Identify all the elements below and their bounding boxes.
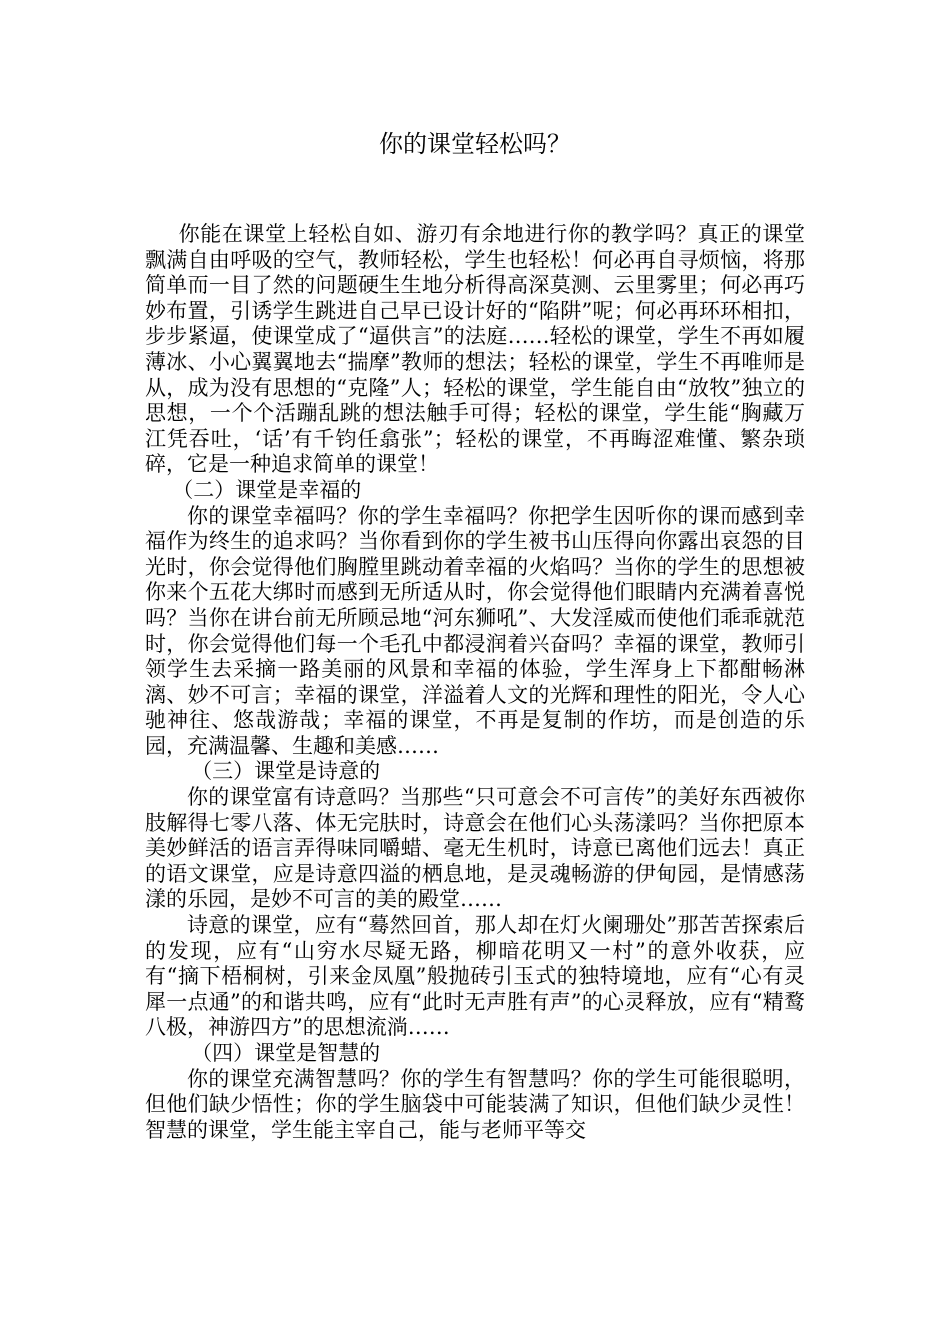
document-body [145,222,805,1143]
paragraph-poetic-classroom: 你的课堂富有诗意吗？当那些“只可意会不可言传”的美好东西被你肢解得七零八落、体无完肤时，诗意会在他们心头荡漾吗？当你把原本美妙鲜活的语言弄得味同嚼蜡、毫无生机时，诗意已离他们远去！真正的语文课堂，应是诗意四溢的栖息地，是灵魂畅游的伊甸园，是情感荡漾的乐园，是妙不可言的美的殿堂…… [145,785,805,912]
paragraph-poetic-details: 诗意的课堂，应有“蓦然回首，那人却在灯火阑珊处”那苦苦探索后的发现，应有“山穷水尽疑无路，柳暗花明又一村”的意外收获，应有“摘下梧桐树，引来金凤凰”般抛砖引玉式的独特境地，应有“心有灵犀一点通”的和谐共鸣，应有“此时无声胜有声”的心灵释放，应有“精鹜八极，神游四方”的思想流淌…… [145,913,805,1040]
section-heading-poetic: （三）课堂是诗意的 [191,759,381,784]
section-heading-wise: （四）课堂是智慧的 [191,1041,381,1065]
paragraph-relaxed-classroom: 你能在课堂上轻松自如、游刃有余地进行你的教学吗？真正的课堂飘满自由呼吸的空气，教师轻松，学生也轻松！何必再自寻烦恼，将那简单而一目了然的问题硬生生地分析得高深莫测、云里雾里；何必再巧妙布置，引诱学生跳进自己早已设计好的“陷阱”呢；何必再环环相扣，步步紧逼，使课堂成了“逼供言”的法庭……轻松的课堂，学生不再如履薄冰、小心翼翼地去“揣摩”教师的想法；轻松的课堂，学生不再唯师是从，成为没有思想的“克隆”人；轻松的课堂，学生能自由“放牧”独立的思想，一个个活蹦乱跳的想法触手可得；轻松的课堂，学生能“胸藏万江凭吞吐，‘话’有千钧任翕张”；轻松的课堂，不再晦涩难懂、繁杂琐碎，它是一种追求简单的课堂！ [145,222,805,477]
paragraph-happy-classroom: 你的课堂幸福吗？你的学生幸福吗？你把学生因听你的课而感到幸福作为终生的追求吗？当你看到你的学生被书山压得向你露出哀怨的目光时，你会觉得他们胸膛里跳动着幸福的火焰吗？当你的学生的思想被你来个五花大绑时而感到无所适从时，你会觉得他们眼睛内充满着喜悦吗？当你在讲台前无所顾忌地“河东狮吼”、大发淫威而使他们乖乖就范时，你会觉得他们每一个毛孔中都浸润着兴奋吗？幸福的课堂，教师引领学生去采摘一路美丽的风景和幸福的体验，学生浑身上下都酣畅淋漓、妙不可言；幸福的课堂，洋溢着人文的光辉和理性的阳光，令人心驰神往、悠哉游哉；幸福的课堂，不再是复制的作坊，而是创造的乐园，充满温馨、生趣和美感…… [145,503,805,758]
section-heading-happy: （二）课堂是幸福的 [172,477,362,502]
document-title: 你的课堂轻松吗？ [379,130,571,158]
paragraph-wise-classroom: 你的课堂充满智慧吗？你的学生有智慧吗？你的学生可能很聪明，但他们缺少悟性；你的学生脑袋中可能装满了知识，但他们缺少灵性！智慧的课堂，学生能主宰自己，能与老师平等交 [145,1066,805,1142]
